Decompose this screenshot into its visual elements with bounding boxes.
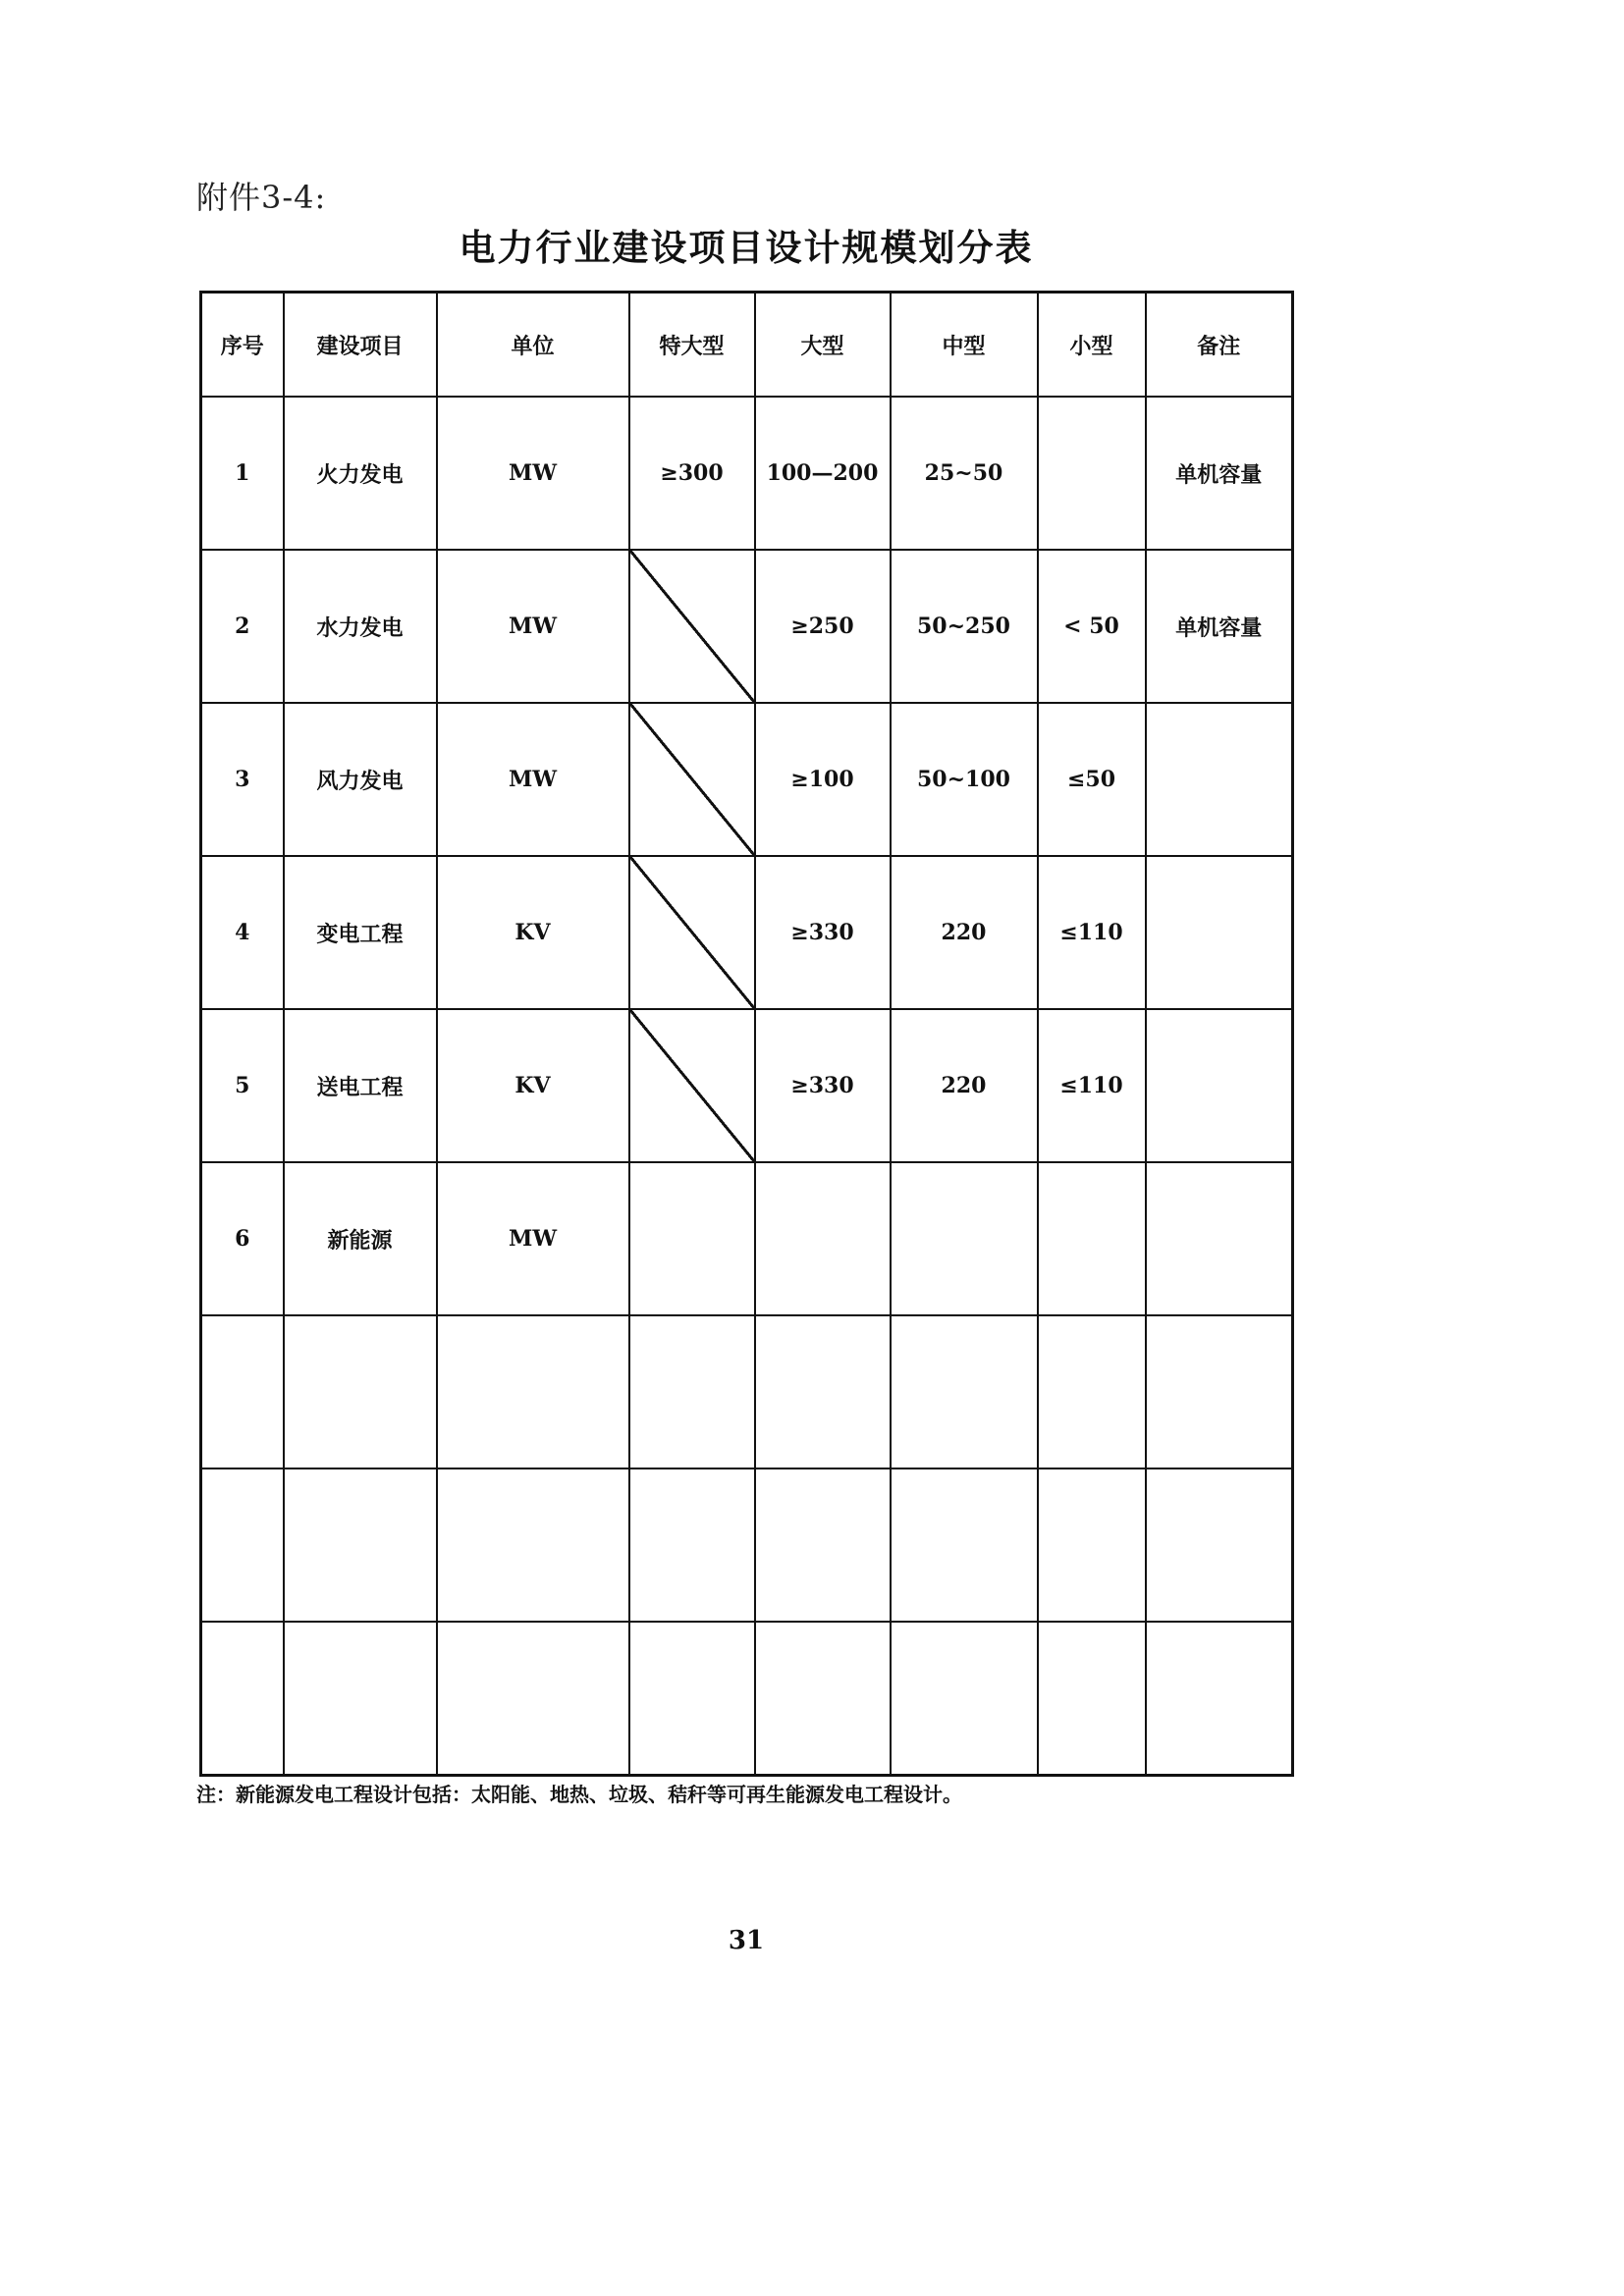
empty-cell	[891, 1622, 1038, 1776]
empty-cell	[1038, 1315, 1146, 1468]
cell-note	[1146, 1162, 1293, 1315]
header-no: 序号	[201, 293, 284, 398]
cell-extra-large-na	[629, 1009, 755, 1162]
cell-note	[1146, 856, 1293, 1009]
header-item: 建设项目	[284, 293, 437, 398]
empty-cell	[891, 1315, 1038, 1468]
table-row	[201, 1009, 1293, 1162]
cell-item: 新能源	[284, 1162, 437, 1315]
table-row	[201, 397, 1293, 550]
empty-cell	[437, 1315, 629, 1468]
header-large: 大型	[755, 293, 891, 398]
cell-unit: KV	[437, 1009, 629, 1162]
cell-note: 单机容量	[1146, 550, 1293, 703]
cell-item: 送电工程	[284, 1009, 437, 1162]
cell-extra-large-na	[629, 550, 755, 703]
cell-no: 2	[201, 550, 284, 703]
empty-cell	[755, 1315, 891, 1468]
cell-unit: MW	[437, 550, 629, 703]
empty-cell	[1038, 1468, 1146, 1622]
cell-unit: KV	[437, 856, 629, 1009]
empty-cell	[629, 1315, 755, 1468]
cell-extra-large: ≥300	[629, 397, 755, 550]
header-medium: 中型	[891, 293, 1038, 398]
cell-extra-large	[629, 1162, 755, 1315]
cell-extra-large-na	[629, 703, 755, 856]
empty-cell	[201, 1315, 284, 1468]
empty-cell	[891, 1468, 1038, 1622]
empty-cell	[284, 1468, 437, 1622]
header-small: 小型	[1038, 293, 1146, 398]
cell-medium: 220	[891, 856, 1038, 1009]
cell-large: ≥100	[755, 703, 891, 856]
empty-cell	[1038, 1622, 1146, 1776]
empty-cell	[629, 1622, 755, 1776]
table-row-empty	[201, 1622, 1293, 1776]
cell-item: 风力发电	[284, 703, 437, 856]
cell-no: 1	[201, 397, 284, 550]
cell-item: 变电工程	[284, 856, 437, 1009]
empty-cell	[437, 1468, 629, 1622]
cell-unit: MW	[437, 703, 629, 856]
cell-large: ≥250	[755, 550, 891, 703]
cell-small: ≤50	[1038, 703, 1146, 856]
cell-small	[1038, 397, 1146, 550]
table-row	[201, 1162, 1293, 1315]
table-row-empty	[201, 1468, 1293, 1622]
cell-note	[1146, 703, 1293, 856]
table-row	[201, 550, 1293, 703]
page-title: 电力行业建设项目设计规模划分表	[459, 227, 1034, 269]
cell-small	[1038, 1162, 1146, 1315]
cell-large	[755, 1162, 891, 1315]
cell-item: 水力发电	[284, 550, 437, 703]
cell-large: ≥330	[755, 856, 891, 1009]
table-row	[201, 703, 1293, 856]
cell-no: 5	[201, 1009, 284, 1162]
cell-medium: 50~100	[891, 703, 1038, 856]
cell-unit: MW	[437, 1162, 629, 1315]
empty-cell	[1146, 1315, 1293, 1468]
empty-cell	[1146, 1468, 1293, 1622]
cell-small: ≤110	[1038, 856, 1146, 1009]
cell-medium: 25~50	[891, 397, 1038, 550]
cell-large: 100—200	[755, 397, 891, 550]
page-number: 31	[728, 1926, 765, 1955]
header-unit: 单位	[437, 293, 629, 398]
attachment-label: 附件3-4:	[196, 179, 327, 216]
scale-classification-table	[199, 291, 1294, 1777]
empty-cell	[629, 1468, 755, 1622]
cell-note: 单机容量	[1146, 397, 1293, 550]
cell-large: ≥330	[755, 1009, 891, 1162]
header-extra-large: 特大型	[629, 293, 755, 398]
empty-cell	[755, 1622, 891, 1776]
empty-cell	[284, 1315, 437, 1468]
empty-cell	[201, 1622, 284, 1776]
table-row	[201, 856, 1293, 1009]
cell-no: 6	[201, 1162, 284, 1315]
cell-medium: 220	[891, 1009, 1038, 1162]
cell-small: ≤110	[1038, 1009, 1146, 1162]
empty-cell	[437, 1622, 629, 1776]
empty-cell	[1146, 1622, 1293, 1776]
cell-medium	[891, 1162, 1038, 1315]
cell-no: 4	[201, 856, 284, 1009]
cell-item: 火力发电	[284, 397, 437, 550]
cell-medium: 50~250	[891, 550, 1038, 703]
empty-cell	[284, 1622, 437, 1776]
cell-unit: MW	[437, 397, 629, 550]
cell-no: 3	[201, 703, 284, 856]
cell-small: < 50	[1038, 550, 1146, 703]
header-note: 备注	[1146, 293, 1293, 398]
table-row-empty	[201, 1315, 1293, 1468]
footnote: 注：新能源发电工程设计包括：太阳能、地热、垃圾、秸秆等可再生能源发电工程设计。	[196, 1783, 962, 1806]
cell-extra-large-na	[629, 856, 755, 1009]
empty-cell	[201, 1468, 284, 1622]
empty-cell	[755, 1468, 891, 1622]
cell-note	[1146, 1009, 1293, 1162]
table-header-row	[201, 293, 1293, 398]
